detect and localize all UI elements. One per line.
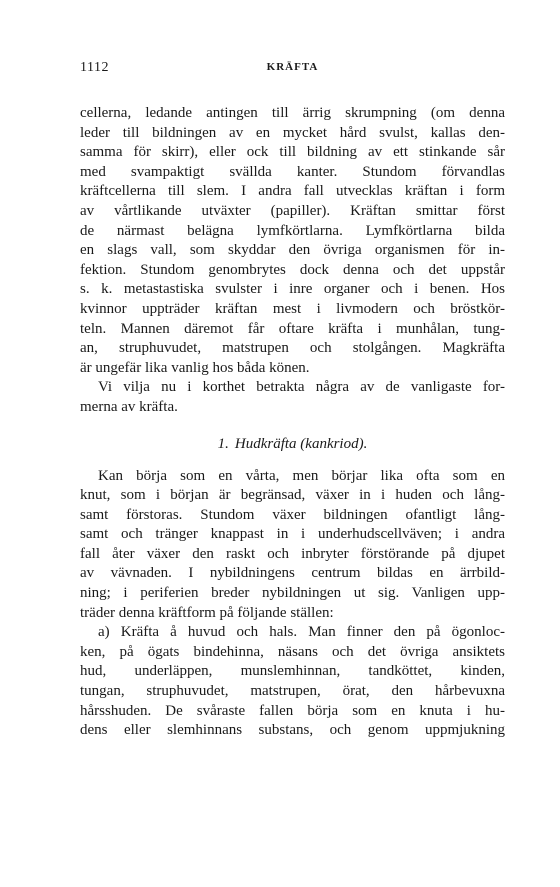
text-line: s. k. metastastiska svulster i inre organer och i benen. Hos [80,281,505,298]
running-head: KRÄFTA [266,61,319,73]
text-line: merna av kräfta. [80,398,178,415]
text-line: Kan börja som en vårta, men börjar lika ofta som en [98,467,505,484]
paragraph-intro [80,378,505,417]
text-line: en slags vall, som skyddar den övriga organismen för in- [80,242,505,259]
section-title: Hudkräfta (kankriod). [234,435,368,452]
text-line: cellerna, ledande antingen till ärrig skrumpning (om denna [80,105,505,121]
text-line: kvinnor uppträder kräftan mest i livmodern och bröstkör- [80,300,505,317]
text-line: ken, på ögats bindehinna, näsans och det övriga ansiktets [80,643,505,660]
book-page [80,60,505,741]
paragraph-body [80,467,505,624]
text-line: dens eller slemhinnans substans, och genom uppmjukning [80,722,505,739]
text-line: samma för skirr), eller ock till bildning av ett stinkande sår [80,144,505,161]
paragraph-continuation [80,104,505,378]
text-line: knut, som i början är begränsad, växer in i huden och lång- [80,487,505,504]
text-line: samt och tränger knappast in i underhudscellväven; i andra [80,526,505,543]
text-line: av vårtlikande utväxter (papiller). Kräftan smittar först [80,202,505,219]
text-line: Vi vilja nu i korthet betrakta några av de vanligaste for- [98,379,505,396]
text-line: fektion. Stundom genombrytes dock denna och det uppstår [80,261,505,278]
section-number: 1. [217,435,229,452]
text-line: av vävnaden. I nybildningens centrum bildas en ärrbild- [80,565,505,582]
text-line: är ungefär lika vanlig hos båda könen. [80,359,310,376]
text-line: fall åter växer den raskt och inbryter förstörande på djupet [80,545,505,562]
page-header [80,60,505,86]
section-heading [80,436,505,453]
text-line: ning; i periferien breder nybildningen ut sig. Vanligen upp- [80,585,505,602]
text-line: an, struphuvudet, matstrupen och stolgången. Magkräfta [80,340,505,357]
paragraph-subsection-a [80,623,505,741]
text-line: de närmast belägna lymfkörtlarna. Lymfkörtlarna bilda [80,222,505,239]
text-line: med svampaktigt svällda kanter. Stundom förvandlas [80,163,505,180]
text-line: hud, underläppen, munslemhinnan, tandköttet, kinden, [80,663,505,680]
page-number: 1112 [80,60,109,75]
text-line: teln. Mannen däremot får oftare kräfta i munhålan, tung- [80,320,505,337]
text-line: kräftcellerna till slem. I andra fall utvecklas kräftan i form [80,183,505,200]
text-line: a) Kräfta å huvud och hals. Man finner den på ögonloc- [98,624,505,641]
text-line: samt förstoras. Stundom växer bildningen ofantligt lång- [80,506,505,523]
text-line: tungan, struphuvudet, matstrupen, örat, den hårbevuxna [80,683,505,700]
text-line: leder till bildningen av en mycket hård svulst, kallas den- [80,124,505,141]
text-line: träder denna kräftform på följande ställen: [80,604,334,621]
text-line: hårsshuden. De svåraste fallen börja som en knuta i hu- [80,702,505,719]
